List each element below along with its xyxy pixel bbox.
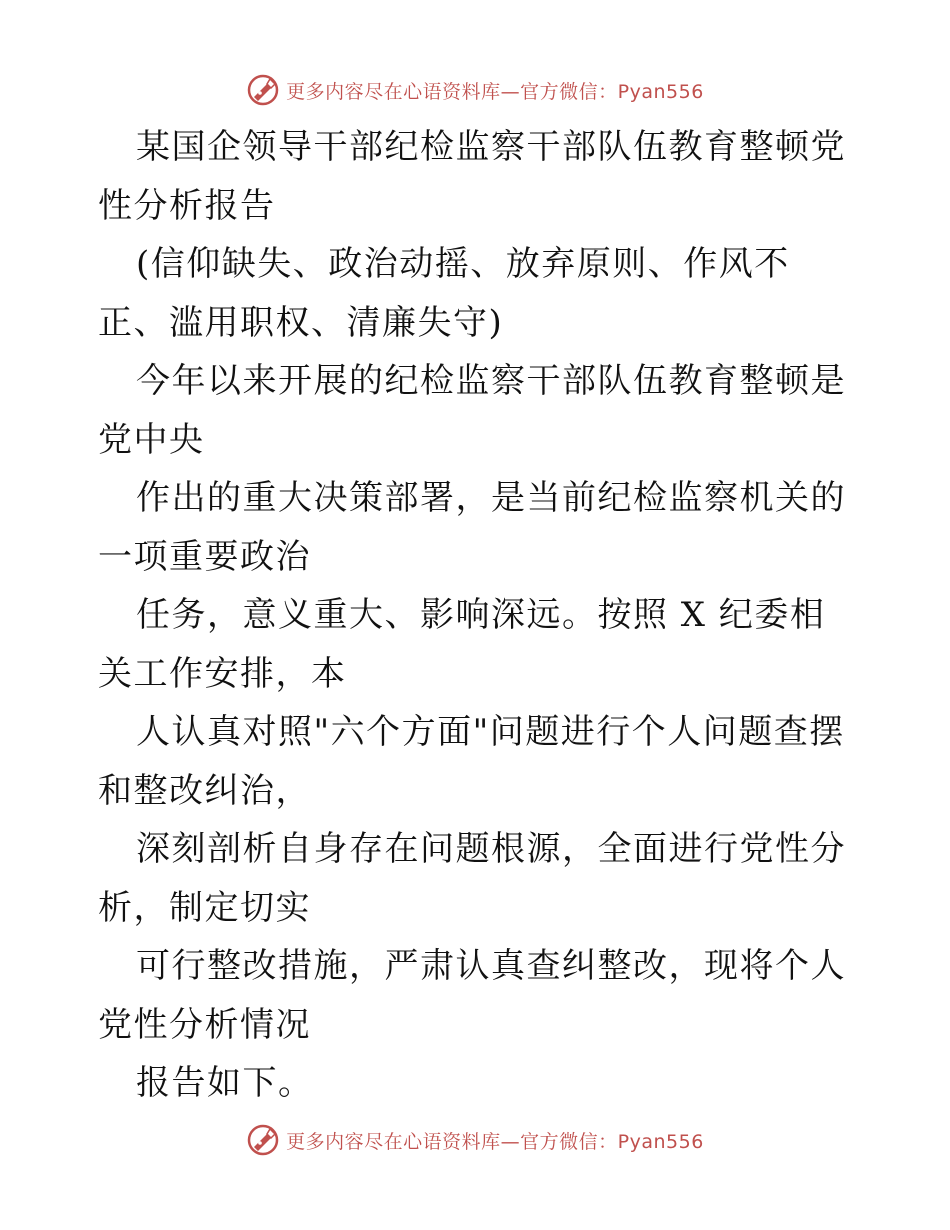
header-banner-text: 更多内容尽在心语资料库—官方微信：Pyan556 — [286, 80, 704, 103]
body-paragraph: 任务，意义重大、影响深远。按照 X 纪委相关工作安排，本 — [98, 595, 826, 694]
document-title: 某国企领导干部纪检监察干部队伍教育整顿党性分析报告 — [98, 127, 846, 226]
pen-nib-circle-logo-icon — [246, 1123, 280, 1157]
footer-banner-text: 更多内容尽在心语资料库—官方微信：Pyan556 — [286, 1130, 704, 1153]
header-banner — [0, 70, 950, 110]
body-paragraph: 人认真对照"六个方面"问题进行个人问题查摆和整改纠治， — [98, 712, 845, 811]
document-subtitle: (信仰缺失、政治动摇、放弃原则、作风不正、滥用职权、清廉失守) — [98, 244, 790, 343]
body-paragraph: 今年以来开展的纪检监察干部队伍教育整顿是党中央 — [98, 361, 846, 460]
body-paragraph: 可行整改措施，严肃认真查纠整改，现将个人党性分析情况 — [98, 946, 846, 1045]
body-paragraph: 作出的重大决策部署，是当前纪检监察机关的一项重要政治 — [98, 478, 846, 577]
document-body — [98, 118, 858, 1113]
body-paragraph: 报告如下。 — [136, 1063, 314, 1103]
pen-nib-circle-logo-icon — [246, 73, 280, 107]
body-paragraph: 深刻剖析自身存在问题根源，全面进行党性分析，制定切实 — [98, 829, 846, 928]
footer-banner — [0, 1120, 950, 1160]
